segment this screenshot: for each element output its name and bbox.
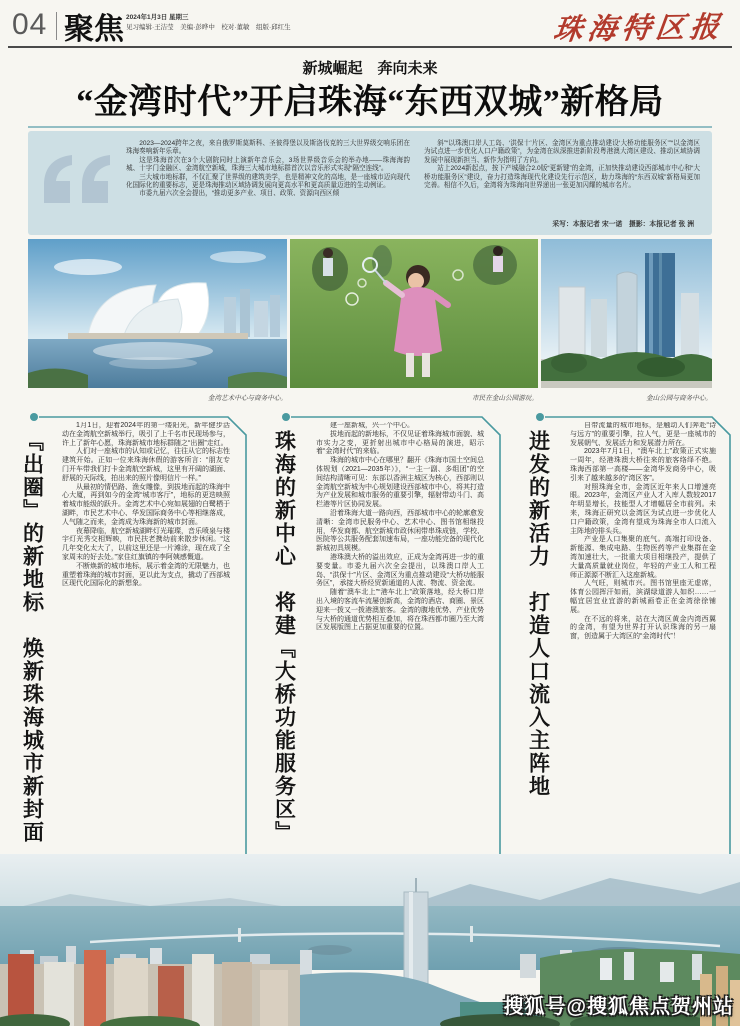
body-paragraph: 建一座新城，兴一个中心。 — [330, 422, 414, 429]
body-paragraph: 人气旺，则城市兴。图书馆里座无虚席，体育公园挥汗如雨，滨湖绿道游人如织……一幅宜居宜业宜游的新城画卷正在金湾徐徐铺展。 — [570, 580, 716, 614]
photo-art-center — [28, 239, 287, 388]
body-paragraph: 在不远的将来，站在大湾区黄金内湾西翼的金湾，有望为世界打开认识珠海的另一扇窗，创造属于大湾区的“金湾时代”！ — [570, 615, 716, 641]
photo-caption: 金湾艺术中心与商务中心。 — [207, 395, 287, 402]
skyline-illustration — [541, 239, 712, 388]
header-divider — [56, 12, 57, 40]
body-paragraph: 1月1日，迎着2024年的第一缕阳光，新年健步活动在金湾航空新城举行，吸引了上千名市民现场参与，许上了新年心愿，珠海新城市地标群随之“出圈”走红。 — [62, 422, 230, 447]
watermark: 搜狐号@搜狐焦点贺州站 — [503, 996, 734, 1018]
lead-paragraph: 2023—2024跨年之夜，来自俄罗斯莫斯科、圣彼得堡以及斯洛伐克的三大世界级交响乐团在珠海奏响新年乐章。 — [126, 140, 410, 156]
body-paragraph: 拔地而起的新地标，不仅见证着珠海城市面貌、城市实力之变，更折射出城市中心格局的演进，昭示着“金湾时代”的来临。 — [316, 430, 484, 456]
header-rule — [8, 46, 732, 48]
headline-rule — [28, 126, 712, 128]
body-paragraph: 对照珠海全市，金湾区近年来人口增速亮眼。2023年，金湾区产业人才入库人数较2017年明显增长，技能型人才增幅居全市前列。未来，珠海正研究以金湾区为试点进一步优化人口户籍政策，金湾有望成为珠海全市人口流入主阵地的排头兵。 — [570, 483, 716, 535]
page-number: 04 — [12, 8, 48, 41]
photo-skyline — [541, 239, 712, 388]
article-section-1 — [10, 408, 254, 854]
main-headline: “金湾时代”开启珠海“东西双城”新格局 — [76, 84, 664, 121]
section-body — [62, 422, 230, 846]
section-name: 聚焦 — [64, 13, 124, 46]
byline: 采写：本报记者 宋一诺 摄影：本报记者 张 洲 — [552, 221, 694, 228]
section-body — [316, 422, 484, 846]
date-line: 2024年1月3日 星期三 — [126, 14, 189, 21]
body-paragraph: 产业是人口集聚的底气。高端打印设备、新能源、集成电路、生物医药等产业集群在金湾加速壮大，一批重大项目相继投产，提供了大量高质量就业岗位，年轻的产业工人和工程师正源源不断汇入这座新城。 — [570, 536, 716, 579]
lead-paragraph: 站上2024新起点，按下产城融合2.0版“更新键”的金湾，正加快推动建设西部城市中心和“大桥功能服务区”建设，奋力打造珠海现代化建设先行示范区，助力珠海的“东西双城”新格局更加完善。相信不久后，金湾将为珠海向世界递出一张更加闪耀的城市名片。 — [424, 165, 700, 190]
lead-paragraph: 市委九届六次全会提出，“推动更多产业、项目、政策、资源向西区倾 — [139, 190, 340, 198]
body-paragraph: 2023年7月1日，“澳车北上”政策正式实施一周年，经港珠澳大桥往来的旅客络绎不绝。珠海西部第一高楼——金湾华发商务中心，吸引来了越来越多的“湾区客”。 — [570, 448, 716, 482]
photo-caption: 金山公园与商务中心。 — [646, 395, 712, 402]
section-title-vertical: 进发的新活力 打造人口流入主阵地 — [526, 430, 551, 798]
body-paragraph: 自带流量的城市地标，是触动人们奔赴“诗与远方”的重要引擎，拉人气，更是一座城市的发展朝气、发展活力和发展潜力所在。 — [570, 422, 716, 447]
section-title-vertical: 珠海的新中心 将建『大桥功能服务区』 — [272, 430, 297, 844]
photo-park-children — [290, 239, 538, 388]
body-paragraph: 港珠澳大桥的溢出效应，正成为金湾再进一步的重要变量。市委九届六次全会提出，以珠澳口岸人工岛、“洪保十”片区、金湾区为重点推动建设“大桥功能服务区”，承接大桥经贸新通道的人流、物流、资金流。 — [316, 553, 484, 588]
kicker: 新城崛起 奔向未来 — [302, 60, 438, 77]
section-title-vertical: 『出圈』的新地标 焕新珠海城市新封面 — [20, 430, 45, 844]
quote-icon — [42, 153, 114, 205]
body-paragraph: 沿着珠海大道一路向西，西部城市中心的轮廓愈发清晰：金湾市民服务中心、艺术中心、图书馆相继投用，华发商都、航空新城市政休闲带串珠成链，学校、医院等公共服务配套加速布局，一座功能完备的现代化新城初具规模。 — [316, 509, 484, 553]
body-paragraph: 人们对一座城市的认知或记忆，往往从它的标志性建筑开始。正如一位来珠海休假的游客所言：“朋友专门开车带我们打卡金湾航空新城，这里有开阔的湖面、舒展的天际线，拍出来的照片像明信片一样。” — [62, 448, 230, 482]
lead-column-2 — [424, 140, 700, 190]
credits-line: 见习编辑·王洁莹 美编·彭晔中 校对·董敏 组版·邱红生 — [126, 24, 291, 31]
park-illustration — [290, 239, 538, 388]
lead-paragraph: 三大城市地标群，不仅汇聚了世界级的建筑美学，也是精神文化的高地，是一座城市迈向现代化国际化的重要标志，更是珠海推动区域协调发展向更高水平和更高质量迈进的生动例证。 — [126, 173, 410, 190]
art-center-illustration — [28, 239, 287, 388]
edition-credits — [126, 13, 291, 33]
lead-column-1 — [126, 140, 410, 199]
body-paragraph: 夜幕降临，航空新城湖畔灯光璀璨，音乐喷泉与楼宇灯光秀交相辉映，市民扶老携幼前来散步休闲。“这几年变化太大了，以前这里还是一片滩涂，现在成了全家周末的好去处。”家住红旗镇的李阿姨感慨道。 — [62, 527, 230, 561]
lead-paragraph: 这是珠海首次在3个大剧院同时上演新年音乐会，3场世界级音乐会的举办地——珠海海韵城、十字门金融区、金湾航空新城，珠海三大城市地标群首次以音乐形式实现“隔空连线”。 — [126, 156, 410, 173]
lead-quote-box — [28, 131, 712, 235]
lead-paragraph: 斜”“以珠澳口岸人工岛、‘洪保十’片区、金湾区为重点推动建设‘大桥功能服务区’”“以金湾区为试点进一步优化人口户籍政策”，为金湾在纵深推进新阶段粤港澳大湾区建设、推动区域协调发展中展现新担当、新作为指明了方向。 — [424, 140, 700, 164]
body-paragraph: 随着“澳车北上”“港车北上”政策落地，经大桥口岸出入境的客流车流屡创新高，金湾的酒店、商圈、景区迎来一拨又一拨港澳旅客。金湾的腹地优势、产业优势与大桥的通道优势相互叠加，将在珠西都市圈乃至大湾区发展版图上占据更加重要的位置。 — [316, 589, 484, 632]
article-section-3 — [516, 408, 738, 854]
section-body — [570, 422, 716, 846]
body-paragraph: 珠海的城市中心在哪里？翻开《珠海市国土空间总体规划（2021—2035年）》，“一主一副、多组团”的空间结构清晰可见：东部以香洲主城区为核心，西部则以金湾航空新城为中心规划建设西部城市中心，将其打造为产业发展和城市服务的重要引擎，辐射带动斗门、高栏港等片区协同发展。 — [316, 457, 484, 509]
body-paragraph: 不断焕新的城市地标，展示着金湾的无限魅力，也重塑着珠海的城市封面，更以此为支点，撬动了西部城区现代化国际化的新想象。 — [62, 562, 230, 588]
masthead: 珠海特区报 — [551, 9, 727, 47]
article-section-2 — [262, 408, 508, 854]
photo-caption: 市民在金山公园游玩。 — [472, 395, 538, 402]
body-paragraph: 从最初的情侣路、渔女雕像，到拔地而起的珠海中心大厦，再到如今的金湾“城市客厅”，地标的更迭映照着城市能级的跃升。金湾艺术中心宛如展翅的白鹭栖于湖畔，市民艺术中心、华发国际商务中心等相继落成，人气随之而来，金湾成为珠海新的城市封面。 — [62, 483, 230, 526]
